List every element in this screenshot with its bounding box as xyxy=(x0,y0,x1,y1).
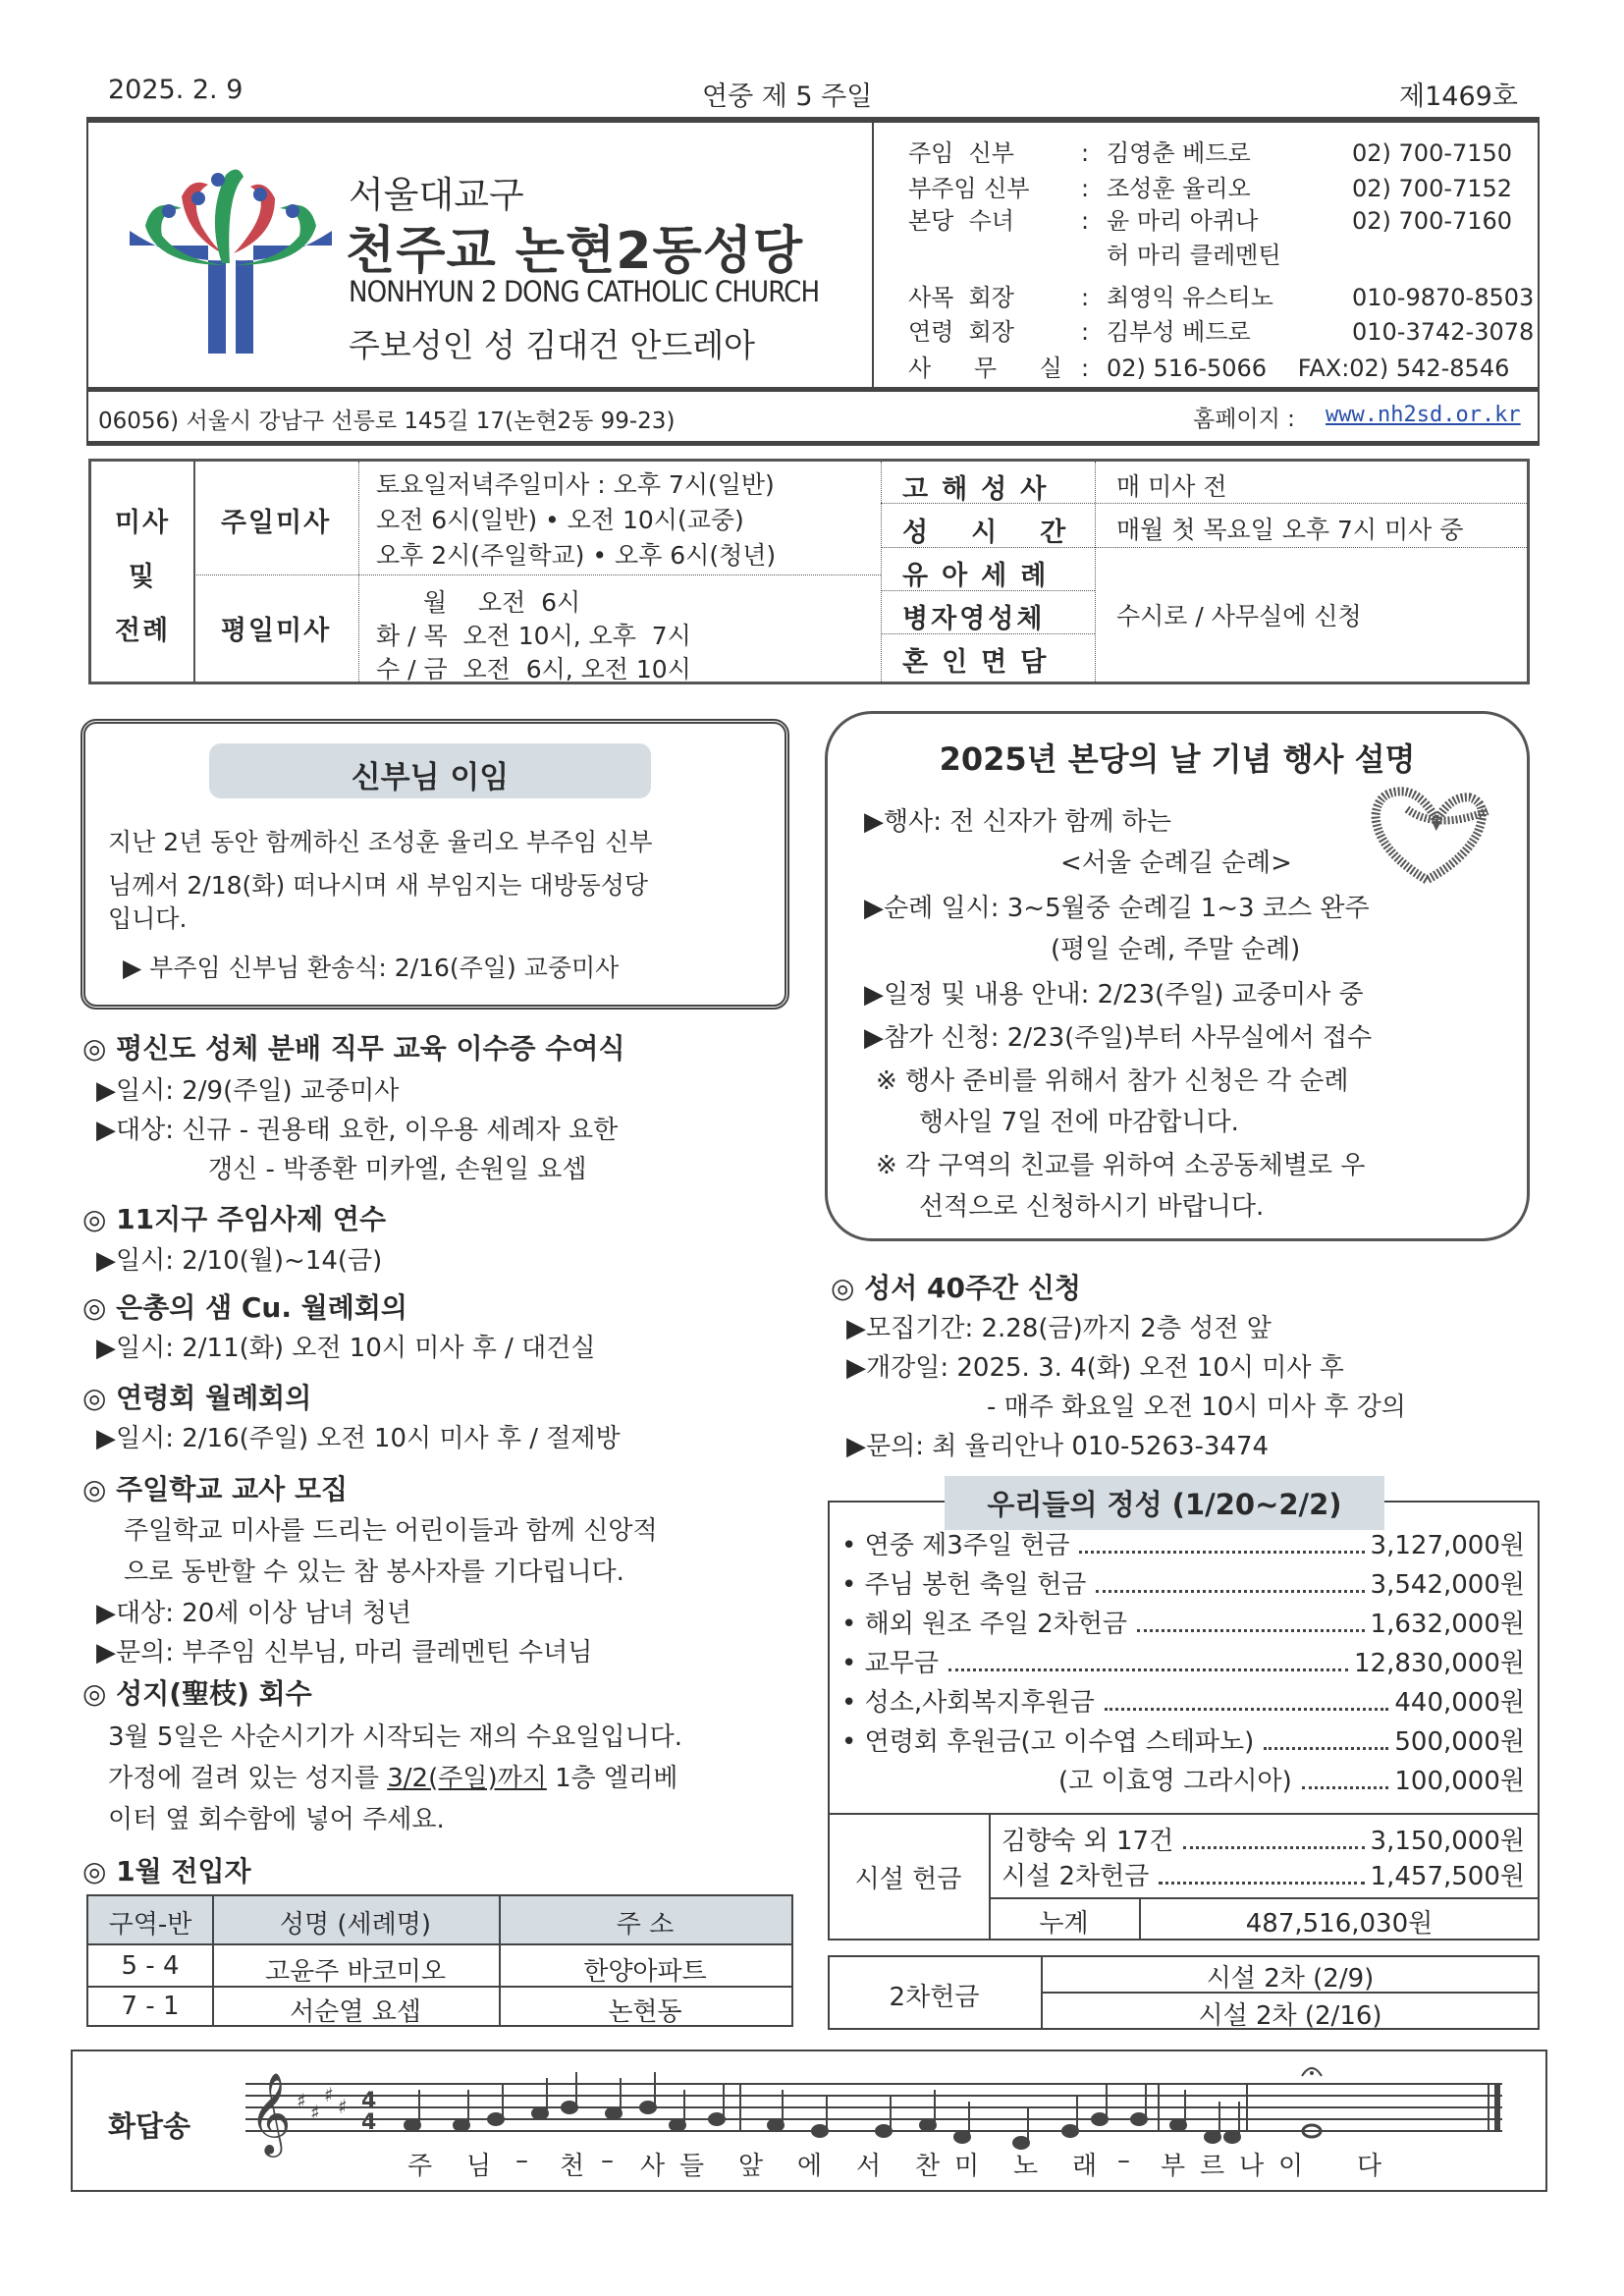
note-head xyxy=(812,2125,828,2137)
facility-offering-row xyxy=(1001,1821,1525,1857)
column-header: 구역-반 xyxy=(108,1910,192,1940)
homepage-link[interactable]: www.nh2sd.or.kr xyxy=(1326,403,1521,427)
offering-row xyxy=(841,1722,1525,1758)
lyric-syllable: 서 xyxy=(856,2152,882,2181)
staff-phone: 010-3742-3078 xyxy=(1352,318,1535,346)
note-head xyxy=(405,2119,420,2131)
note-head xyxy=(670,2119,685,2131)
offering-label: 김향숙 외 17건 xyxy=(1001,1827,1174,1856)
mass-schedule-table xyxy=(88,459,1530,684)
offering-label: • 연령회 후원금(고 이수엽 스테파노) xyxy=(841,1727,1255,1757)
column-header: 성명 (세례명) xyxy=(279,1910,432,1940)
staff-name: 최영익 유스티노 xyxy=(1107,284,1273,311)
divider xyxy=(881,462,882,682)
column-header: 주 소 xyxy=(616,1910,675,1940)
sunday-mass-label: 주일미사 xyxy=(220,508,332,538)
staff-contact-row xyxy=(908,169,1512,203)
sunday-mass-line: 오후 2시(주일학교) • 오후 6시(청년) xyxy=(376,541,777,570)
note-head xyxy=(488,2113,504,2125)
divider xyxy=(828,1813,1540,1815)
rope-heart-icon xyxy=(1368,782,1497,886)
leader-dots xyxy=(1105,1708,1388,1711)
notice-line: ▶일시: 2/11(화) 오전 10시 미사 후 / 대건실 xyxy=(96,1334,596,1363)
notice-line: ▶대상: 20세 이상 남녀 청년 xyxy=(96,1599,411,1628)
event-title: 2025년 본당의 날 기념 행사 설명 xyxy=(939,740,1416,778)
offering-row xyxy=(841,1643,1525,1679)
note-head xyxy=(709,2113,725,2125)
staff-role: 연령 회장 xyxy=(908,318,1014,346)
note-head xyxy=(876,2125,892,2137)
second-collection-item: 시설 2차 (2/9) xyxy=(1206,1964,1375,1994)
staff-name: 김영춘 베드로 xyxy=(1107,139,1251,167)
priest-transfer-text: 님께서 2/18(화) 떠나시며 새 부임지는 대방동성당 xyxy=(108,871,649,900)
event-line: ※ 행사 준비를 위해서 참가 신청은 각 순례 xyxy=(876,1066,1349,1096)
staff-contact-row xyxy=(908,236,1352,270)
weekday-mass-line: 화 / 목 오전 10시, 오후 7시 xyxy=(376,622,691,650)
notice-title: ◎ 주일학교 교사 모집 xyxy=(82,1473,349,1505)
separator: : xyxy=(1081,139,1090,167)
note-head xyxy=(1131,2113,1147,2125)
offering-amount: 3,150,000원 xyxy=(1370,1827,1525,1856)
confession-label: 고해성사 xyxy=(902,474,1060,505)
note-head xyxy=(768,2119,784,2131)
leader-dots xyxy=(1096,1590,1364,1593)
notice-line: 으로 동반할 수 있는 참 봉사자를 기다립니다. xyxy=(124,1558,624,1587)
divider xyxy=(1095,462,1096,682)
infant-baptism-label: 유아세례 xyxy=(902,561,1060,591)
office-contact: 사 무 실: 02) 516-5066 FAX:02) 542-8546 xyxy=(908,349,1509,383)
note-head xyxy=(1224,2131,1240,2143)
staff-phone: 02) 700-7160 xyxy=(1352,207,1513,235)
staff-contact-row xyxy=(908,201,1512,236)
lyric-syllable: 다 xyxy=(1357,2152,1382,2181)
lyric-syllable: 님 xyxy=(466,2152,492,2181)
sunday-mass-line: 토요일저녁주일미사 : 오후 7시(일반) xyxy=(376,470,775,499)
table-cell: 논현동 xyxy=(608,1997,682,2027)
staff-contact-row xyxy=(908,278,1534,312)
section-label: 및 xyxy=(128,562,157,592)
sunday-mass-line: 오전 6시(일반) • 오전 10시(교중) xyxy=(376,506,744,534)
staff-contact-row xyxy=(908,134,1512,168)
confession-value: 매 미사 전 xyxy=(1116,472,1227,501)
lyric-syllable: 찬 xyxy=(915,2152,941,2181)
section-label: 미사 xyxy=(114,508,171,538)
treble-clef-icon: 𝄞 xyxy=(249,2071,292,2154)
separator: : xyxy=(1081,318,1090,346)
event-line: ▶일정 및 내용 안내: 2/23(주일) 교중미사 중 xyxy=(864,980,1364,1010)
header-divider xyxy=(872,117,874,392)
divider xyxy=(358,462,359,682)
bible-study-line: - 매주 화요일 오전 10시 미사 후 강의 xyxy=(987,1393,1406,1422)
offering-amount: 1,457,500원 xyxy=(1370,1862,1525,1891)
priest-transfer-title: 신부님 이임 xyxy=(351,760,510,795)
staff-role: 부주임 신부 xyxy=(908,175,1030,202)
leader-dots xyxy=(1302,1786,1389,1789)
offering-amount: 3,542,000원 xyxy=(1370,1570,1525,1600)
separator: : xyxy=(1081,175,1090,202)
liturgical-week: 연중 제 5 주일 xyxy=(702,82,873,112)
cumulative-total: 487,516,030원 xyxy=(1245,1909,1434,1939)
notice-text: 1층 엘리베 xyxy=(546,1764,678,1793)
offering-label: (고 이효영 그라시아) xyxy=(1058,1767,1292,1796)
staff-phone: 02) 700-7152 xyxy=(1352,175,1513,202)
event-line: <서울 순례길 순례> xyxy=(1060,848,1292,878)
notice-line: 3월 5일은 사순시기가 시작되는 재의 수요일입니다. xyxy=(108,1722,682,1752)
note-head xyxy=(1170,2119,1186,2131)
leader-dots xyxy=(1159,1882,1364,1885)
note-head xyxy=(1062,2125,1078,2137)
staff-name: 윤 마리 아퀴나 xyxy=(1107,207,1259,235)
sharp-icon: ♯ xyxy=(297,2089,306,2112)
table-cell: 5 - 4 xyxy=(121,1951,180,1981)
notice-line: ▶일시: 2/10(월)~14(금) xyxy=(96,1246,383,1276)
staff-phone: 010-9870-8503 xyxy=(1352,284,1535,311)
bible-study-line: ▶문의: 최 율리안나 010-5263-3474 xyxy=(846,1432,1270,1461)
offering-label: • 주님 봉헌 축일 헌금 xyxy=(841,1570,1087,1600)
notice-title: ◎ 성지(聖枝) 회수 xyxy=(82,1677,312,1710)
fax-label: FAX xyxy=(1297,355,1342,382)
priest-transfer-text: 입니다. xyxy=(108,904,188,933)
event-line: 행사일 7일 전에 마감합니다. xyxy=(919,1108,1239,1137)
offering-amount: 12,830,000원 xyxy=(1354,1649,1525,1678)
event-line: 선적으로 신청하시기 바랍니다. xyxy=(919,1192,1265,1222)
lyric-syllable: – xyxy=(601,2146,614,2175)
table-cell: 7 - 1 xyxy=(121,1992,180,2021)
staff-role: 본당 수녀 xyxy=(908,207,1014,235)
holy-hour-label: 성시간 xyxy=(902,518,1110,548)
lyric-syllable: 사 xyxy=(640,2152,666,2181)
note-head xyxy=(640,2102,656,2113)
offerings-title: 우리들의 정성 (1/20~2/2) xyxy=(987,1488,1342,1521)
notice-title: ◎ 11지구 주임사제 연수 xyxy=(82,1203,387,1235)
weekday-mass-label: 평일미사 xyxy=(220,616,332,646)
bible-study-title: ◎ 성서 40주간 신청 xyxy=(831,1272,1081,1304)
notice-title: ◎ 은총의 샘 Cu. 월례회의 xyxy=(82,1291,407,1324)
notice-title: ◎ 연령회 월례회의 xyxy=(82,1382,312,1414)
offering-label: • 연중 제3주일 헌금 xyxy=(841,1531,1070,1560)
event-line: ▶행사: 전 신자가 함께 하는 xyxy=(864,807,1171,837)
offering-amount: 1,632,000원 xyxy=(1370,1610,1525,1639)
sharp-icon: ♯ xyxy=(324,2083,334,2106)
note-head xyxy=(954,2131,970,2143)
offering-row xyxy=(841,1564,1525,1601)
lyric-syllable: 앞 xyxy=(738,2152,764,2181)
event-line: ▶참가 신청: 2/23(주일)부터 사무실에서 접수 xyxy=(864,1023,1373,1053)
lyric-syllable: 부 xyxy=(1161,2152,1186,2181)
separator: : xyxy=(1081,207,1090,235)
offering-row xyxy=(1058,1761,1525,1797)
note-head xyxy=(920,2119,936,2131)
priest-transfer-text: 지난 2년 동안 함께하신 조성훈 율리오 부주임 신부 xyxy=(108,828,653,856)
staff-phone: 02) 700-7150 xyxy=(1352,139,1513,167)
leader-dots xyxy=(1183,1846,1364,1849)
cumulative-label: 누계 xyxy=(1039,1909,1089,1939)
leader-dots xyxy=(1137,1629,1365,1632)
event-line: ※ 각 구역의 친교를 위하여 소공동체별로 우 xyxy=(876,1151,1366,1180)
offering-amount: 440,000원 xyxy=(1394,1688,1525,1718)
note-head xyxy=(532,2107,548,2119)
staff-contact-row xyxy=(908,312,1534,347)
deadline-highlight: 3/2(주일)까지 xyxy=(387,1764,547,1793)
staff-name: 김부성 베드로 xyxy=(1107,318,1251,346)
patron-saint: 주보성인 성 김대건 안드레아 xyxy=(349,326,756,364)
offering-amount: 100,000원 xyxy=(1394,1767,1525,1796)
lyric-syllable: 들 xyxy=(679,2152,705,2181)
staff-role: 주임 신부 xyxy=(908,139,1014,167)
notice-line: ▶대상: 신규 - 권용태 요한, 이우용 세례자 요한 xyxy=(96,1116,619,1145)
lyric-syllable: 르 xyxy=(1200,2152,1225,2181)
time-signature: 4 xyxy=(361,2110,377,2135)
leader-dots xyxy=(1079,1551,1364,1554)
issue-date: 2025. 2. 9 xyxy=(108,75,244,105)
sharp-icon: ♯ xyxy=(338,2095,348,2118)
weekday-mass-line: 월 오전 6시 xyxy=(423,588,581,617)
divider xyxy=(193,462,195,682)
sharp-icon: ♯ xyxy=(310,2101,320,2124)
offering-label: • 교무금 xyxy=(841,1649,939,1678)
notice-title: ◎ 평신도 성체 분배 직무 교육 이수증 수여식 xyxy=(82,1032,625,1065)
notice-line: ▶일시: 2/9(주일) 교중미사 xyxy=(96,1076,400,1106)
second-collection-label: 2차헌금 xyxy=(889,1983,980,2012)
lyric-syllable: 미 xyxy=(954,2152,980,2181)
divider xyxy=(989,1897,1540,1899)
offering-row xyxy=(841,1682,1525,1719)
staff-name: 허 마리 클레멘틴 xyxy=(1107,242,1281,269)
notice-line: 이터 옆 회수함에 넣어 주세요. xyxy=(108,1805,445,1834)
note-head xyxy=(562,2102,577,2113)
notice-line: 갱신 - 박종환 미카엘, 손원일 요셉 xyxy=(208,1155,587,1184)
marriage-interview-label: 혼인면담 xyxy=(902,647,1060,678)
church-name: 천주교 논현2동성당 xyxy=(346,222,804,281)
homepage-label: 홈페이지 : xyxy=(1193,407,1295,432)
lyric-syllable: 에 xyxy=(797,2152,823,2181)
notice-line xyxy=(108,1758,677,1794)
facility-offering-label: 시설 헌금 xyxy=(854,1865,962,1894)
lyric-syllable: 나 xyxy=(1239,2152,1265,2181)
lyric-syllable: 래 xyxy=(1072,2152,1098,2181)
office-label: 사 무 실 xyxy=(908,355,1080,382)
lyric-syllable: 노 xyxy=(1013,2152,1039,2181)
offering-row xyxy=(841,1604,1525,1640)
notice-text: 가정에 걸려 있는 성지를 xyxy=(108,1764,388,1793)
office-phone: 02) 516-5066 xyxy=(1107,355,1268,382)
psalm-label: 화답송 xyxy=(108,2109,191,2143)
event-line: (평일 순례, 주말 순례) xyxy=(1051,935,1301,964)
transfers-title: ◎ 1월 전입자 xyxy=(82,1855,251,1887)
table-cell: 고윤주 바코미오 xyxy=(264,1957,447,1987)
lyric-syllable: 이 xyxy=(1278,2152,1304,2181)
lyric-syllable: – xyxy=(515,2146,528,2175)
lyric-syllable: 주 xyxy=(407,2152,433,2181)
divider xyxy=(193,574,881,575)
weekday-mass-line: 수 / 금 오전 6시, 오전 10시 xyxy=(376,655,691,683)
time-signature: 4 xyxy=(361,2089,377,2113)
lyric-syllable: – xyxy=(1117,2146,1130,2175)
section-label: 전례 xyxy=(114,616,171,646)
church-logo-icon xyxy=(128,157,334,354)
notice-line: ▶일시: 2/16(주일) 오전 10시 미사 후 / 절제방 xyxy=(96,1424,621,1453)
church-name-en: NONHYUN 2 DONG CATHOLIC CHURCH xyxy=(349,275,820,308)
table-cell: 한양아파트 xyxy=(583,1957,707,1987)
staff-role: 사목 회장 xyxy=(908,284,1014,311)
leader-dots xyxy=(1264,1747,1388,1750)
staff-name: 조성훈 율리오 xyxy=(1107,175,1251,202)
notice-line: 주일학교 미사를 드리는 어린이들과 함께 신앙적 xyxy=(124,1516,658,1546)
offering-amount: 3,127,000원 xyxy=(1370,1531,1525,1560)
bible-study-line: ▶개강일: 2025. 3. 4(화) 오전 10시 미사 후 xyxy=(846,1353,1344,1383)
note-head xyxy=(454,2119,469,2131)
leader-dots xyxy=(948,1668,1348,1671)
sacraments-value: 수시로 / 사무실에 신청 xyxy=(1116,602,1362,630)
transfers-table xyxy=(86,1894,793,2027)
note-head xyxy=(1092,2113,1108,2125)
table-cell: 서순열 요셉 xyxy=(290,1997,421,2027)
lyric-syllable: 천 xyxy=(560,2152,585,2181)
offering-label: • 성소,사회복지후원금 xyxy=(841,1688,1095,1718)
second-collection-item: 시설 2차 (2/16) xyxy=(1198,2001,1382,2031)
offering-row xyxy=(841,1525,1525,1561)
event-line: ▶순례 일시: 3~5월중 순례길 1~3 코스 완주 xyxy=(864,894,1370,923)
farewell-mass: ▶ 부주임 신부님 환송식: 2/16(주일) 교중미사 xyxy=(123,954,620,982)
offering-label: 시설 2차헌금 xyxy=(1001,1862,1150,1891)
archdiocese: 서울대교구 xyxy=(349,174,524,216)
bible-study-line: ▶모집기간: 2.28(금)까지 2층 성전 앞 xyxy=(846,1314,1272,1343)
holy-hour-value: 매월 첫 목요일 오후 7시 미사 중 xyxy=(1116,516,1464,544)
issue-number: 제1469호 xyxy=(1399,82,1518,112)
sick-communion-label: 병자영성체 xyxy=(902,604,1046,634)
offering-label: • 해외 원조 주일 2차헌금 xyxy=(841,1610,1127,1639)
notice-line: ▶문의: 부주임 신부님, 마리 클레멘틴 수녀님 xyxy=(96,1638,593,1667)
offering-amount: 500,000원 xyxy=(1394,1727,1525,1757)
facility-offering-row xyxy=(1001,1856,1525,1892)
church-address: 06056) 서울시 강남구 선릉로 145길 17(논현2동 99-23) xyxy=(98,409,676,434)
note-head xyxy=(1205,2131,1220,2143)
fax-number: 02) 542-8546 xyxy=(1349,355,1510,382)
separator: : xyxy=(1081,284,1090,311)
note-head xyxy=(606,2107,622,2119)
